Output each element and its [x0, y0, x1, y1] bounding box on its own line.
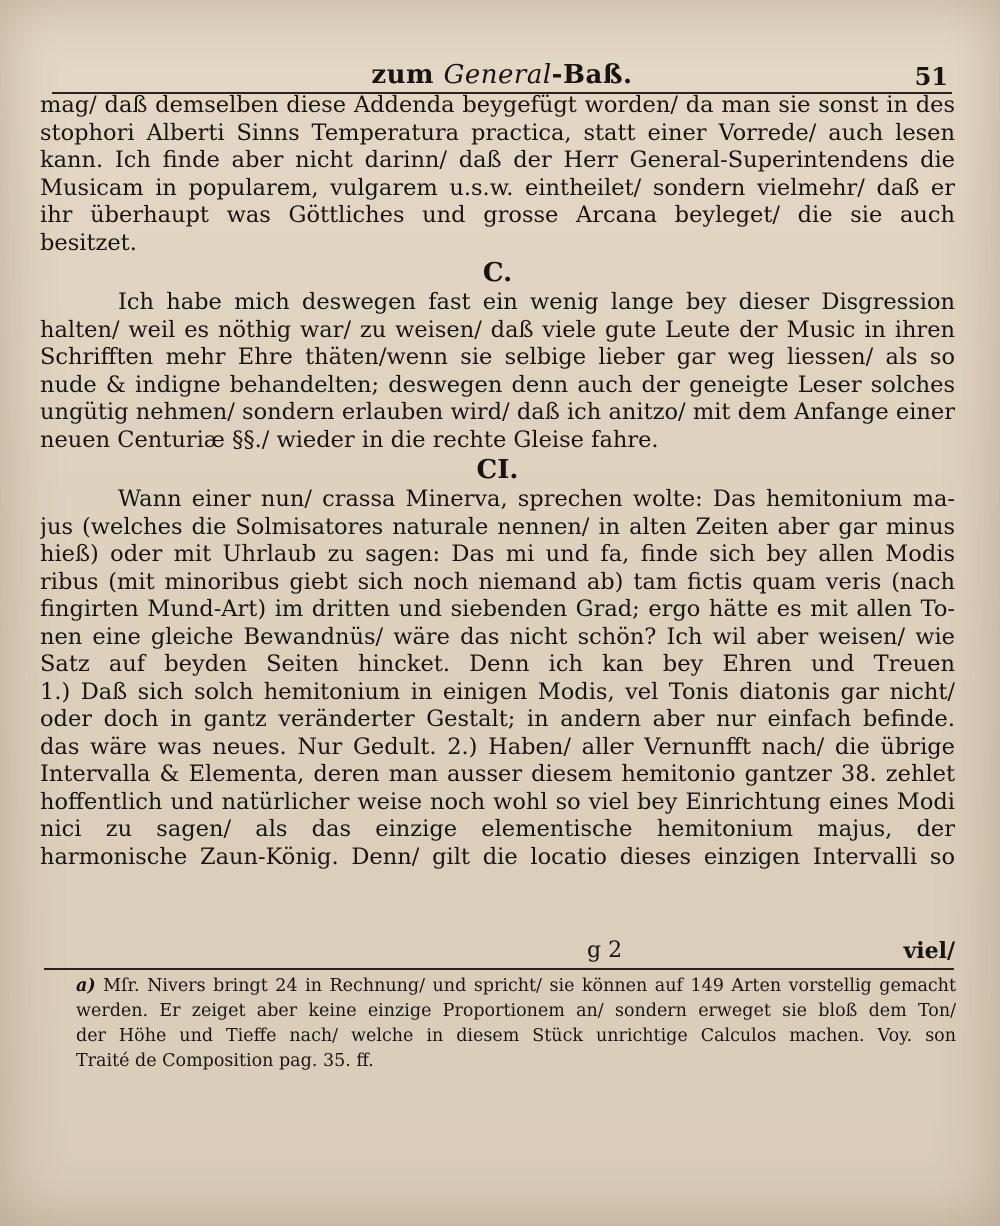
footnote-text: Mſr. Nivers bringt 24 in Rechnung/ und spricht/ sie können auf 149 Arten vorstellig gemacht — [103, 976, 956, 996]
text-line: 1.) Daß sich solch hemitonium in einigen Modis, vel Tonis diatonis gar nicht/ — [40, 678, 955, 705]
text-line: nici zu sagen/ als das einzige elementische hemitonium majus, der — [40, 816, 955, 842]
page-header — [52, 56, 952, 94]
running-title — [52, 60, 952, 90]
text-line: Schrifften mehr Ehre thäten/wenn sie selbige lieber gar weg liessen/ als so — [40, 344, 955, 370]
text-line: hoffentlich und natürlicher weise noch wohl so viel bey Einrichtung eines Modi — [40, 788, 955, 815]
footnote-rule — [44, 968, 954, 970]
footnote-line — [76, 974, 956, 999]
text-line: mag/ daß demselben diese Addenda beygefügt worden/ da man sie sonst in des — [40, 92, 955, 118]
footnote-line: werden. Er zeiget aber keine einzige Proportionem an/ sondern erweget sie bloß dem Ton/ — [76, 1001, 956, 1021]
footnote-line: Traité de Composition pag. 35. ff. — [76, 1051, 374, 1071]
footnote — [76, 974, 956, 1074]
text-line: Intervalla & Elementa, deren man ausser diesem hemitonio gantzer 38. zehlet — [40, 761, 955, 787]
catchword: viel/ — [903, 938, 955, 964]
running-title-italic: General — [443, 60, 552, 90]
text-line: jus (welches die Solmisatores naturale nennen/ in alten Zeiten aber gar minus — [40, 513, 955, 540]
page-number: 51 — [914, 62, 948, 91]
footnote-marker: a) — [76, 976, 96, 996]
signature-mark: g 2 — [587, 938, 623, 963]
text-line: stophori Alberti Sinns Temperatura practica, statt einer Vorrede/ auch lesen — [40, 119, 955, 146]
text-line: ungütig nehmen/ sondern erlauben wird/ daß ich anitzo/ mit dem Anfange einer — [40, 399, 955, 425]
text-line: halten/ weil es nöthig war/ zu weisen/ daß viele gute Leute der Music in ihren — [40, 316, 955, 343]
text-line: ihr überhaupt was Göttliches und grosse Arcana beyleget/ die sie auch — [40, 202, 955, 228]
text-line: besitzet. — [40, 229, 137, 256]
text-line: Wann einer nun/ crassa Minerva, sprechen wolte: Das hemitonium ma- — [118, 486, 955, 512]
running-title-part: zum — [371, 60, 444, 90]
text-line: das wäre was neues. Nur Gedult. 2.) Haben/ aller Vernunfft nach/ die übrige — [40, 733, 955, 760]
text-line: oder doch in gantz veränderter Gestalt; in andern aber nur einfach befinde. — [40, 706, 955, 732]
section-number: C. — [482, 258, 513, 288]
text-line: neuen Centuriæ §§./ wieder in die rechte Gleise fahre. — [40, 426, 659, 453]
catch-line — [40, 938, 955, 966]
text-line: kann. Ich finde aber nicht darinn/ daß der Herr General-Superintendens die — [40, 147, 955, 173]
section-number: CI. — [476, 455, 519, 485]
text-line: Musicam in popularem, vulgarem u.s.w. eintheilet/ sondern vielmehr/ daß er — [40, 174, 955, 201]
text-line: hieß) oder mit Uhrlaub zu sagen: Das mi und fa, finde sich bey allen Modis — [40, 541, 955, 567]
running-title-part: -Baß. — [551, 60, 633, 90]
text-line: fingirten Mund-Art) im dritten und siebenden Grad; ergo hätte es mit allen To- — [40, 596, 955, 622]
text-line: nude & indigne behandelten; deswegen denn auch der geneigte Leser solches — [40, 371, 955, 398]
text-line: ribus (mit minoribus giebt sich noch niemand ab) tam fictis quam veris (nach — [40, 568, 955, 595]
text-line: harmonische Zaun-König. Denn/ gilt die locatio dieses einzigen Intervalli so — [40, 843, 955, 870]
text-line: nen eine gleiche Bewandnüs/ wäre das nicht schön? Ich wil aber weisen/ wie — [40, 623, 955, 650]
text-line: Ich habe mich deswegen fast ein wenig lange bey dieser Disgression — [118, 289, 955, 315]
text-line: Satz auf beyden Seiten hincket. Denn ich kan bey Ehren und Treuen — [40, 651, 955, 677]
footnote-line: der Höhe und Tieffe nach/ welche in diesem Stück unrichtige Calculos machen. Voy. son — [76, 1026, 956, 1046]
body-text — [40, 92, 955, 871]
